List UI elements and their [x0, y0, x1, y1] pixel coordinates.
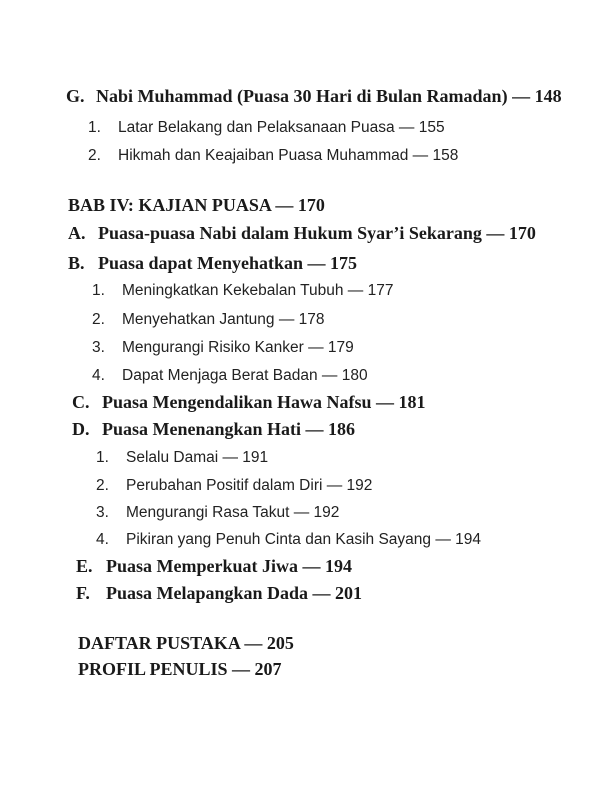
toc-item-b-4[interactable]	[92, 368, 368, 384]
item-text: Mengurangi Rasa Takut — 192	[126, 504, 340, 521]
toc-item-d-3[interactable]	[96, 505, 339, 521]
item-number: 1.	[96, 449, 109, 466]
item-text: Selalu Damai — 191	[126, 449, 269, 466]
toc-profil-penulis[interactable]	[78, 660, 282, 678]
item-number: 3.	[92, 339, 105, 356]
toc-item-d-4[interactable]	[96, 532, 481, 548]
toc-section-a[interactable]	[68, 224, 536, 242]
section-letter: A.	[68, 223, 86, 243]
section-title: Nabi Muhammad (Puasa 30 Hari di Bulan Ramadan) — 148	[96, 86, 562, 106]
item-text: Menyehatkan Jantung — 178	[122, 311, 325, 328]
item-number: 2.	[92, 311, 105, 328]
section-title: Puasa-puasa Nabi dalam Hukum Syar’i Sekarang — 170	[98, 223, 536, 243]
item-text: Hikmah dan Keajaiban Puasa Muhammad — 158	[118, 147, 459, 164]
section-letter: F.	[76, 583, 90, 603]
toc-section-g[interactable]	[66, 87, 562, 105]
chapter-title: BAB IV: KAJIAN PUASA — 170	[68, 195, 325, 215]
item-text: Meningkatkan Kekebalan Tubuh — 177	[122, 282, 394, 299]
item-number: 4.	[96, 531, 109, 548]
item-text: Mengurangi Risiko Kanker — 179	[122, 339, 354, 356]
back-matter-title: PROFIL PENULIS — 207	[78, 659, 282, 679]
toc-item-b-2[interactable]	[92, 312, 325, 328]
section-letter: B.	[68, 253, 85, 273]
toc-section-f[interactable]	[76, 584, 362, 602]
section-title: Puasa Memperkuat Jiwa — 194	[106, 556, 352, 576]
section-title: Puasa Mengendalikan Hawa Nafsu — 181	[102, 392, 426, 412]
section-title: Puasa Menenangkan Hati — 186	[102, 419, 356, 439]
toc-item-g-1[interactable]	[88, 120, 445, 136]
item-number: 1.	[92, 282, 105, 299]
toc-daftar-pustaka[interactable]	[78, 634, 294, 652]
item-number: 3.	[96, 504, 109, 521]
toc-section-d[interactable]	[72, 420, 355, 438]
toc-item-b-3[interactable]	[92, 340, 354, 356]
item-number: 1.	[88, 119, 101, 136]
back-matter-title: DAFTAR PUSTAKA — 205	[78, 633, 294, 653]
section-title: Puasa dapat Menyehatkan — 175	[98, 253, 358, 273]
toc-section-e[interactable]	[76, 557, 352, 575]
item-number: 2.	[96, 477, 109, 494]
section-letter: G.	[66, 86, 85, 106]
item-number: 2.	[88, 147, 101, 164]
section-letter: E.	[76, 556, 93, 576]
section-title: Puasa Melapangkan Dada — 201	[106, 583, 363, 603]
section-letter: D.	[72, 419, 90, 439]
toc-item-b-1[interactable]	[92, 283, 393, 299]
toc-section-c[interactable]	[72, 393, 426, 411]
item-text: Perubahan Positif dalam Diri — 192	[126, 477, 373, 494]
toc-item-d-1[interactable]	[96, 450, 268, 466]
item-number: 4.	[92, 367, 105, 384]
toc-chapter-bab-iv[interactable]	[68, 196, 325, 214]
item-text: Pikiran yang Penuh Cinta dan Kasih Sayang — 194	[126, 531, 482, 548]
toc-section-b[interactable]	[68, 254, 357, 272]
toc-item-d-2[interactable]	[96, 478, 372, 494]
section-letter: C.	[72, 392, 90, 412]
toc-item-g-2[interactable]	[88, 148, 458, 164]
item-text: Latar Belakang dan Pelaksanaan Puasa — 155	[118, 119, 445, 136]
item-text: Dapat Menjaga Berat Badan — 180	[122, 367, 368, 384]
